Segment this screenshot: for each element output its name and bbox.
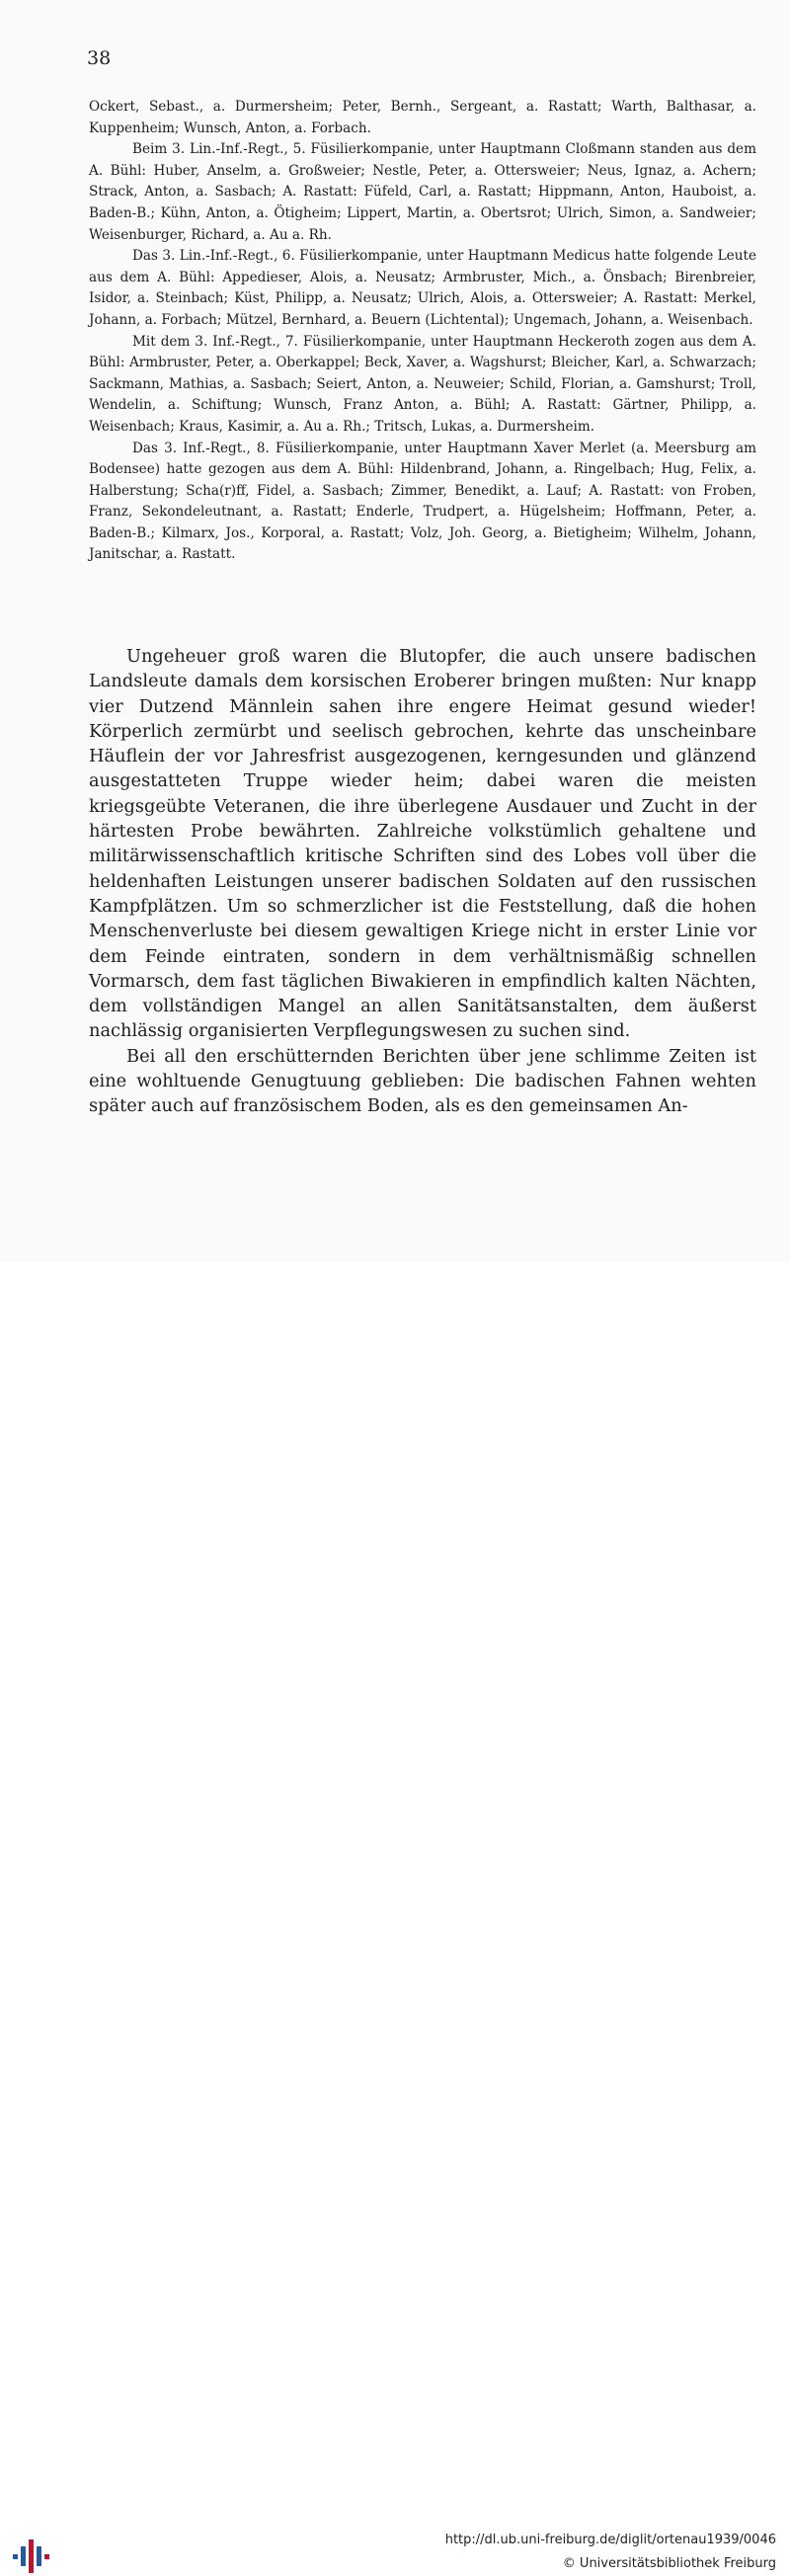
library-logo-icon xyxy=(12,2536,51,2576)
roster-section xyxy=(89,97,756,566)
page-number: 38 xyxy=(87,47,112,69)
body-text-section xyxy=(89,644,756,1119)
roster-paragraph: Das 3. Lin.-Inf.-Regt., 6. Füsilierkompanie, unter Hauptmann Medicus hatte folgende Leute aus dem A. Bühl: Appedieser, Alois, a. Neusatz; Armbruster, Mich., a. Önsbach; Birenbreier, Isidor, a. Steinbach; Küst, Philipp, a. Neusatz; Ulrich, Alois, a. Ottersweier; A. Rastatt: Merkel, Johann, a. Forbach; Mützel, Bernhard, a. Beuern (Lichtental); Ungemach, Johann, a. Weisenbach. xyxy=(89,248,756,328)
body-paragraph: Ungeheuer groß waren die Blutopfer, die auch unsere badischen Landsleute damals dem korsischen Eroberer bringen mußten: Nur knapp vier Dutzend Männlein sahen ihre engere Heimat gesund wieder! Körperlich zermürbt und seelisch gebrochen, kehrte das unscheinbare Häuflein der vor Jahresfrist ausgezogenen, kerngesunden und glänzend ausgestatteten Truppe wieder heim; dabei waren die meisten kriegsgeübte Veteranen, die ihre überlegene Ausdauer und Zucht in der härtesten Probe bewährten. Zahlreiche volkstümlich gehaltene und militärwissenschaftlich kritische Schriften sind des Lobes voll über die heldenhaften Leistungen unserer badischen Soldaten auf den russischen Kampfplätzen. Um so schmerzlicher ist die Feststellung, daß die hohen Menschenverluste bei diesem gewaltigen Kriege nicht in erster Linie vor dem Feinde eintraten, sondern in dem verhältnismäßig schnellen Vormarsch, dem fast täglichen Biwakieren in empfindlich kalten Nächten, dem vollständigen Mangel an allen Sanitätsanstalten, dem äußerst nachlässig organisierten Verpflegungswesen zu suchen sind. xyxy=(89,646,756,1042)
viewer-footer xyxy=(0,1262,790,2571)
roster-paragraph: Das 3. Inf.-Regt., 8. Füsilierkompanie, unter Hauptmann Xaver Merlet (a. Meersburg am Bodensee) hatte gezogen aus dem A. Bühl: Hildenbrand, Johann, a. Ringelbach; Hug, Felix, a. Halberstung; Scha(r)ff, Fidel, a. Sasbach; Zimmer, Benedikt, a. Lauf; A. Rastatt: von Froben, Franz, Sekondeleutnant, a. Rastatt; Enderle, Trudpert, a. Hügelsheim; Hoffmann, Peter, a. Baden-B.; Kilmarx, Jos., Korporal, a. Rastatt; Volz, Joh. Georg, a. Bietigheim; Wilhelm, Johann, Janitschar, a. Rastatt. xyxy=(89,440,756,563)
roster-paragraph: Beim 3. Lin.-Inf.-Regt., 5. Füsilierkompanie, unter Hauptmann Cloßmann standen aus dem A. Bühl: Huber, Anselm, a. Großweier; Nestle, Peter, a. Ottersweier; Neus, Ignaz, a. Achern; Strack, Anton, a. Sasbach; A. Rastatt: Füfeld, Carl, a. Rastatt; Hippmann, Anton, Hauboist, a. Baden-B.; Kühn, Anton, a. Ötigheim; Lippert, Martin, a. Obertsrot; Ulrich, Simon, a. Sandweier; Weisenburger, Richard, a. Au a. Rh. xyxy=(89,141,756,243)
roster-paragraph: Ockert, Sebast., a. Durmersheim; Peter, Bernh., Sergeant, a. Rastatt; Warth, Balthasar, a. Kuppenheim; Wunsch, Anton, a. Forbach. xyxy=(89,99,756,136)
permalink-url[interactable]: http://dl.ub.uni-freiburg.de/diglit/ortenau1939/0046 xyxy=(444,2533,776,2547)
scanned-page xyxy=(0,0,790,1262)
copyright-text: © Universitätsbibliothek Freiburg xyxy=(562,2556,776,2571)
body-paragraph: Bei all den erschütternden Berichten über jene schlimme Zeiten ist eine wohltuende Genugtuung geblieben: Die badischen Fahnen wehten später auch auf französischem Boden, als es den gemeinsamen An- xyxy=(89,1045,756,1117)
roster-paragraph: Mit dem 3. Inf.-Regt., 7. Füsilierkompanie, unter Hauptmann Heckeroth zogen aus dem A. Bühl: Armbruster, Peter, a. Oberkappel; Beck, Xaver, a. Wagshurst; Bleicher, Karl, a. Schwarzach; Sackmann, Mathias, a. Sasbach; Seiert, Anton, a. Neuweier; Schild, Florian, a. Gamshurst; Troll, Wendelin, a. Schiftung; Wunsch, Franz Anton, a. Bühl; A. Rastatt: Gärtner, Philipp, a. Weisenbach; Kraus, Kasimir, a. Au a. Rh.; Tritsch, Lukas, a. Durmersheim. xyxy=(89,333,756,435)
